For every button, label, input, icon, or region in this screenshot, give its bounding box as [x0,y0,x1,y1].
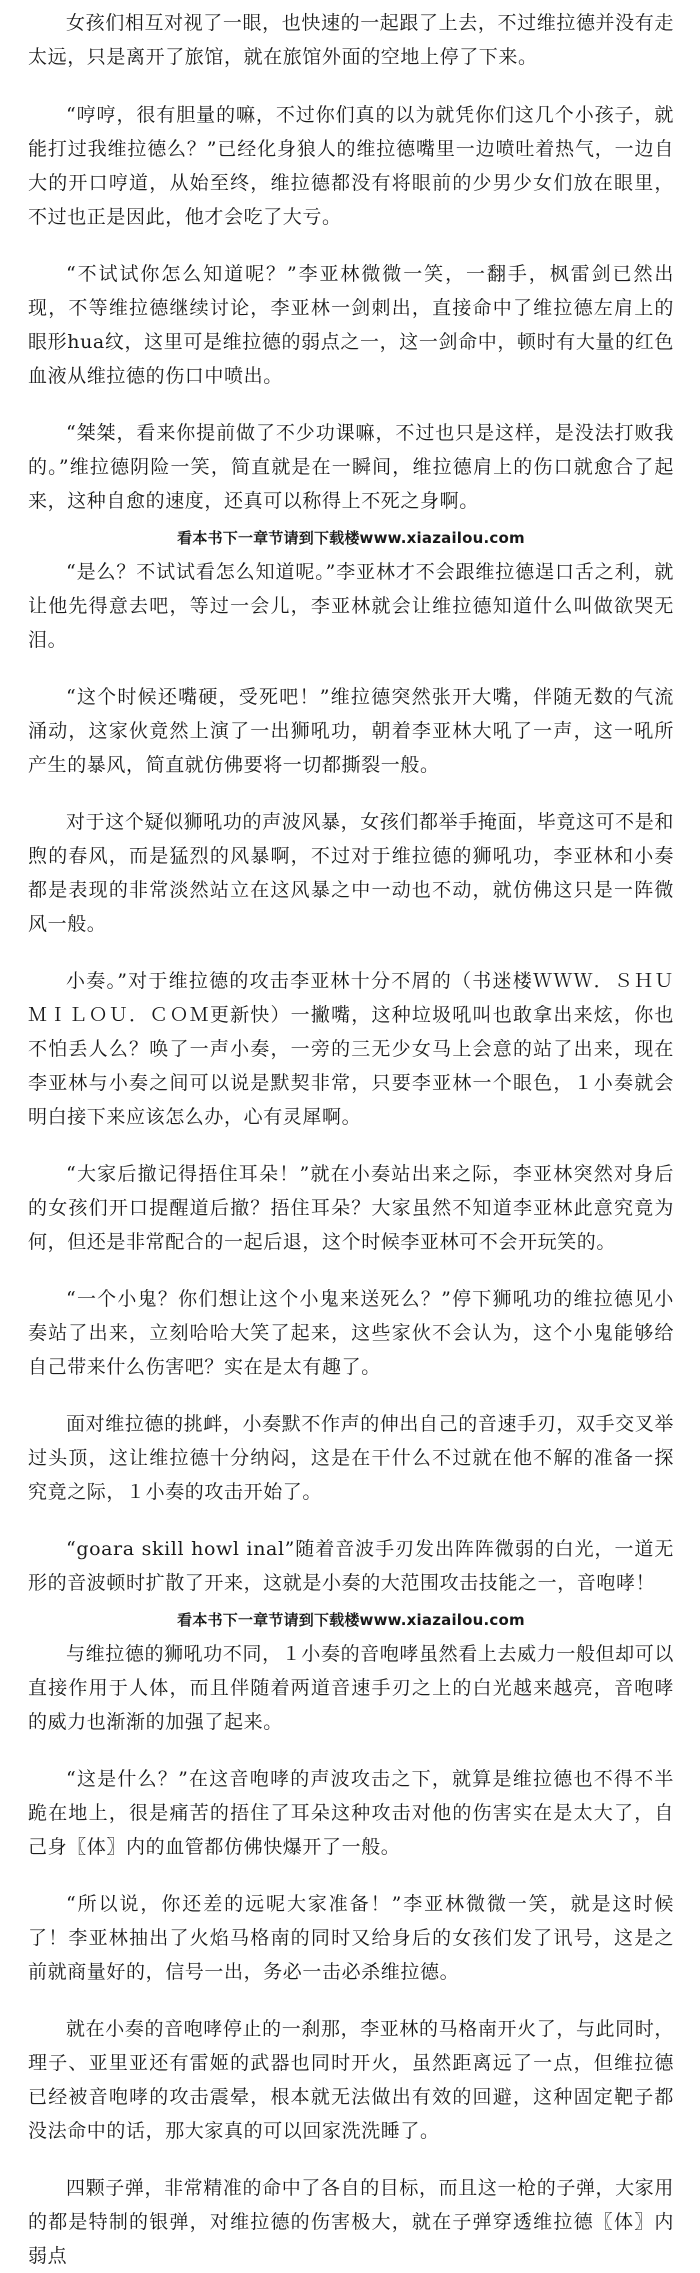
paragraph-8: 小奏。”对于维拉德的攻击李亚林十分不屑的（书迷楼ＷＷＷ．ＳＨＵＭＩＬＯＵ．ＣＯＭ更新快）一撇嘴，这种垃圾吼叫也敢拿出来炫，你也不怕丢人么？唤了一声小奏，一旁的三无少女马上会意的站了出来，现在李亚林与小奏之间可以说是默契非常，只要李亚林一个眼色，１小奏就会明白接下来应该怎么办，心有灵犀啊。 [28,970,674,1128]
paragraph-12: “goara skill howl inal”随着音波手刃发出阵阵微弱的白光，一道无形的音波顿时扩散了开来，这就是小奏的大范围攻击技能之一，音咆哮！ [28,1538,674,1594]
paragraph-1: 女孩们相互对视了一眼，也快速的一起跟了上去，不过维拉德并没有走太远，只是离开了旅馆，就在旅馆外面的空地上停了下来。 [28,12,674,68]
paragraph-15: “所以说，你还差的远呢大家准备！”李亚林微微一笑，就是这时候了！李亚林抽出了火焰马格南的同时又给身后的女孩们发了讯号，这是之前就商量好的，信号一出，务必一击必杀维拉德。 [28,1893,674,1983]
paragraph-3: “不试试你怎么知道呢？”李亚林微微一笑，一翻手，枫雷剑已然出现，不等维拉德继续讨论，李亚林一剑刺出，直接命中了维拉德左肩上的眼形hua纹，这里可是维拉德的弱点之一，这一剑命中，顿时有大量的红色血液从维拉德的伤口中喷出。 [28,263,674,387]
download-promo-line: 看本书下一章节请到下载楼www.xiazailou.com [177,1611,525,1629]
paragraph-14: “这是什么？”在这音咆哮的声波攻击之下，就算是维拉德也不得不半跪在地上，很是痛苦的捂住了耳朵这种攻击对他的伤害实在是太大了，自己身〖体〗内的血管都仿佛快爆开了一般。 [28,1768,674,1858]
paragraph-5: “是么？不试试看怎么知道呢。”李亚林才不会跟维拉德逞口舌之利，就让他先得意去吧，等过一会儿，李亚林就会让维拉德知道什么叫做欲哭无泪。 [28,561,674,651]
paragraph-2: “哼哼，很有胆量的嘛，不过你们真的以为就凭你们这几个小孩子，就能打过我维拉德么？”已经化身狼人的维拉德嘴里一边喷吐着热气，一边自大的开口哼道，从始至终，维拉德都没有将眼前的少男少女们放在眼里，不过也正是因此，他才会吃了大亏。 [28,104,674,228]
paragraph-10: “一个小鬼？你们想让这个小鬼来送死么？”停下狮吼功的维拉德见小奏站了出来，立刻哈哈大笑了起来，这些家伙不会认为，这个小鬼能够给自己带来什么伤害吧？实在是太有趣了。 [28,1288,674,1378]
paragraph-9: “大家后撤记得捂住耳朵！”就在小奏站出来之际，李亚林突然对身后的女孩们开口提醒道后撤？捂住耳朵？大家虽然不知道李亚林此意究竟为何，但还是非常配合的一起后退，这个时候李亚林可不会开玩笑的。 [28,1163,674,1253]
paragraph-11: 面对维拉德的挑衅，小奏默不作声的伸出自己的音速手刃，双手交叉举过头顶，这让维拉德十分纳闷，这是在干什么不过就在他不解的准备一探究竟之际，１小奏的攻击开始了。 [28,1413,674,1503]
paragraph-6: “这个时候还嘴硬，受死吧！”维拉德突然张开大嘴，伴随无数的气流涌动，这家伙竟然上演了一出狮吼功，朝着李亚林大吼了一声，这一吼所产生的暴风，简直就仿佛要将一切都撕裂一般。 [28,686,674,776]
paragraph-7: 对于这个疑似狮吼功的声波风暴，女孩们都举手掩面，毕竟这可不是和煦的春风，而是猛烈的风暴啊，不过对于维拉德的狮吼功，李亚林和小奏都是表现的非常淡然站立在这风暴之中一动也不动，就仿佛这只是一阵微风一般。 [28,811,674,935]
download-promo-line: 看本书下一章节请到下载楼www.xiazailou.com [177,529,525,547]
paragraph-16: 就在小奏的音咆哮停止的一刹那，李亚林的马格南开火了，与此同时，理子、亚里亚还有雷姬的武器也同时开火，虽然距离远了一点，但维拉德已经被音咆哮的攻击震晕，根本就无法做出有效的回避，这种固定靶子都没法命中的话，那大家真的可以回家洗洗睡了。 [28,2018,674,2142]
paragraph-17: 四颗子弹，非常精准的命中了各自的目标，而且这一枪的子弹，大家用的都是特制的银弹，对维拉德的伤害极大，就在子弹穿透维拉德〖体〗内弱点 [28,2177,674,2267]
paragraph-4: “桀桀，看来你提前做了不少功课嘛，不过也只是这样，是没法打败我的。”维拉德阴险一笑，简直就是在一瞬间，维拉德肩上的伤口就愈合了起来，这种自愈的速度，还真可以称得上不死之身啊。 [28,422,674,512]
paragraph-13: 与维拉德的狮吼功不同，１小奏的音咆哮虽然看上去威力一般但却可以直接作用于人体，而且伴随着两道音速手刃之上的白光越来越亮，音咆哮的威力也渐渐的加强了起来。 [28,1643,674,1733]
